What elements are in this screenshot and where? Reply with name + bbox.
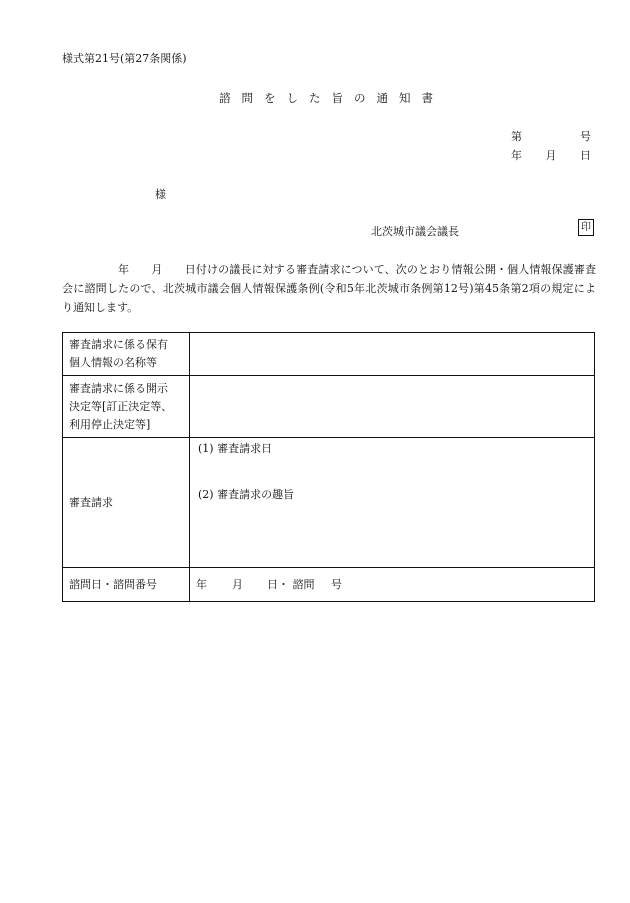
table-row bbox=[63, 333, 595, 376]
document-date-line bbox=[511, 147, 591, 163]
row-label-line: 諮問日・諮問番号 bbox=[69, 577, 157, 591]
notice-details-table bbox=[62, 332, 595, 602]
row-label bbox=[63, 376, 190, 438]
request-item-purpose: (2) 審査請求の趣旨 bbox=[198, 488, 295, 501]
consult-year: 年 bbox=[196, 577, 207, 591]
consult-day-label: 日・ 諮問 bbox=[267, 577, 315, 591]
row-value bbox=[190, 333, 595, 376]
number-suffix: 号 bbox=[580, 130, 591, 143]
form-number-label: 様式第21号(第27条関係) bbox=[62, 52, 187, 65]
date-day: 日 bbox=[580, 149, 591, 162]
notice-body-text: 年 月 日付けの議長に対する審査請求について、次のとおり情報公開・個人情報保護審査会に諮問したので、北茨城市議会個人情報保護条例(令和5年北茨城市条例第12号)第45条第2項の規定により通知します。 bbox=[62, 263, 596, 314]
table-row bbox=[63, 568, 595, 602]
row-label-line: 個人情報の名称等 bbox=[69, 356, 157, 369]
date-month: 月 bbox=[545, 149, 557, 162]
row-label bbox=[63, 438, 190, 568]
row-label-line: 審査請求 bbox=[69, 495, 113, 509]
number-prefix: 第 bbox=[511, 130, 522, 143]
consult-month: 月 bbox=[232, 577, 243, 591]
row-value bbox=[190, 438, 595, 568]
row-label bbox=[63, 333, 190, 376]
row-label-line: 利用停止決定等] bbox=[69, 417, 151, 431]
table-row bbox=[63, 438, 595, 568]
request-item-date: (1) 審査請求日 bbox=[198, 442, 273, 455]
row-label-line: 審査請求に係る保有 bbox=[69, 338, 168, 351]
row-label-line: 決定等[訂正決定等、 bbox=[69, 399, 173, 413]
issuer-name: 北茨城市議会議長 bbox=[371, 225, 459, 238]
recipient-honorific: 様 bbox=[155, 188, 166, 201]
date-year: 年 bbox=[511, 149, 522, 162]
document-title: 諮問をした旨の通知書 bbox=[219, 91, 444, 105]
row-value bbox=[190, 376, 595, 438]
document-number-line bbox=[511, 128, 591, 144]
seal-mark: 印 bbox=[578, 219, 594, 236]
row-label bbox=[63, 568, 190, 602]
table-row bbox=[63, 376, 595, 438]
row-value bbox=[190, 568, 595, 602]
consult-number-suffix: 号 bbox=[331, 577, 342, 591]
row-label-line: 審査請求に係る開示 bbox=[69, 381, 168, 395]
